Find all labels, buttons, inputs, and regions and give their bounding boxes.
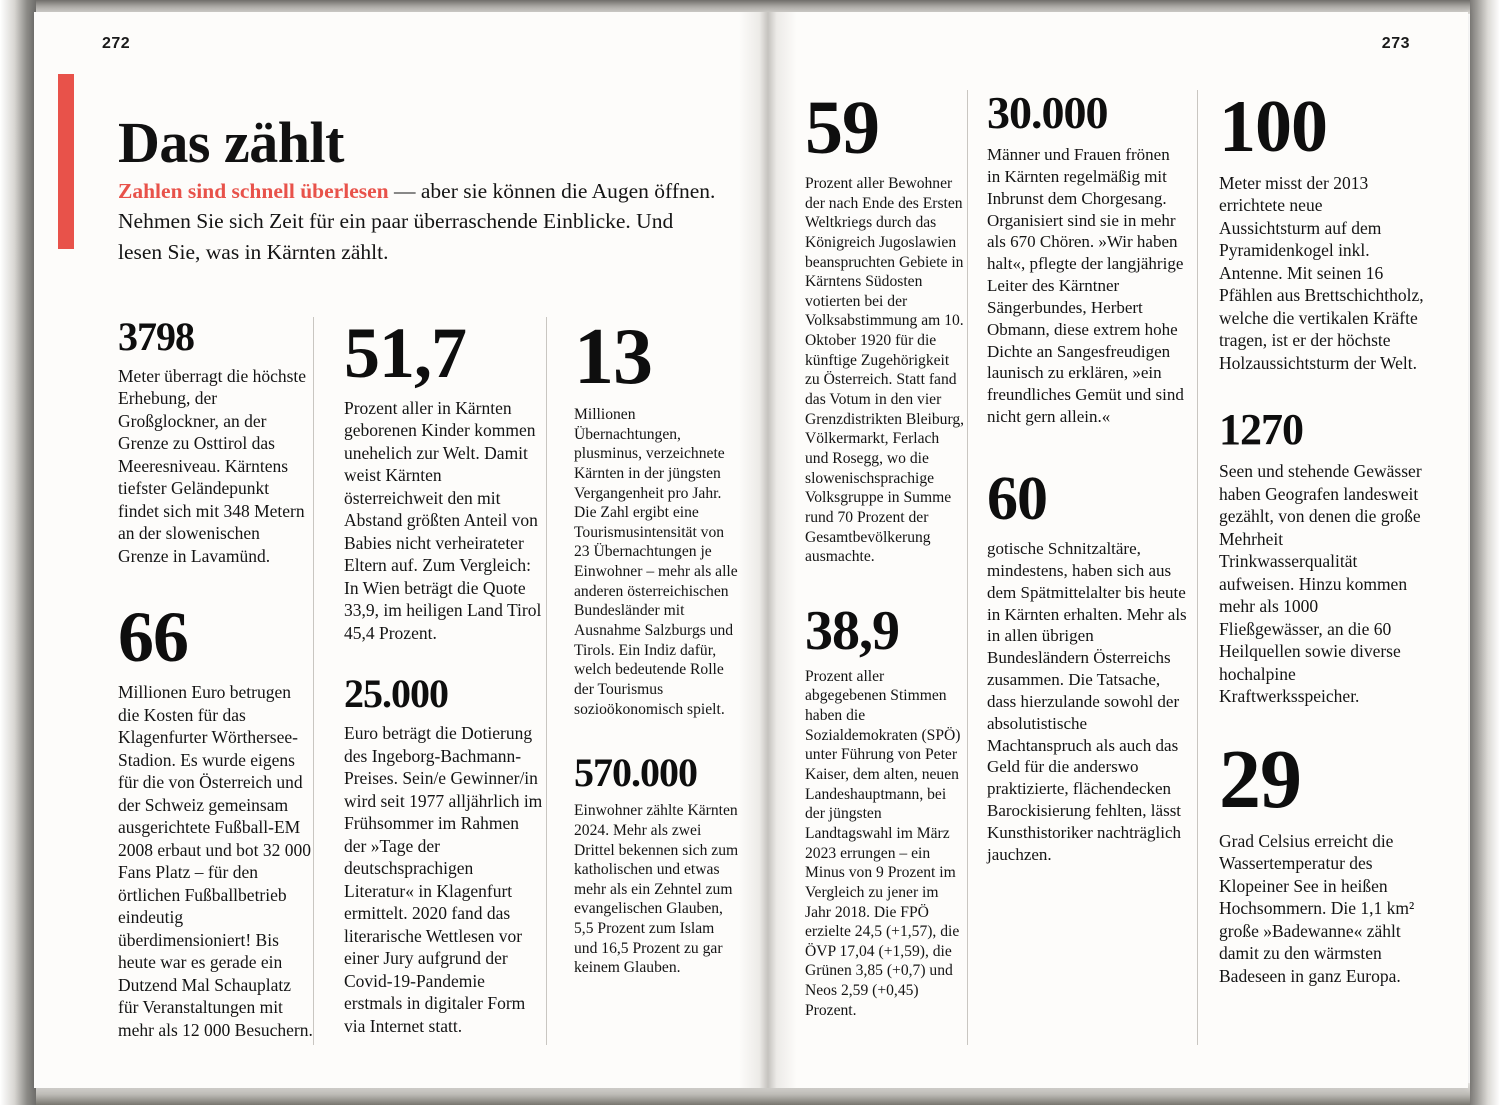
stat-number: 60 <box>987 464 1047 533</box>
stat-text: Einwohner zählte Kärnten 2024. Mehr als zwei Drittel bekennen sich zum katholischen und etwas mehr als ein Zehntel zum evangelischen Glauben, 5,5 Prozent zum Islam und 16,5 Prozent zu gar keinem Glauben. <box>574 802 739 977</box>
column-rule <box>546 317 547 1045</box>
stat-text: Meter misst der 2013 errichtete neue Aussichtsturm auf dem Pyramidenkogel inkl. Antenne. Mit seinen 16 Pfählen aus Brettschichtholz, welche die vertikalen Kräfte tragen, ist er der höchste Holzaussichtsturm der Welt. <box>1219 173 1424 373</box>
spread-surface <box>34 12 1468 1088</box>
stat-entry <box>574 313 739 719</box>
column-rule <box>967 90 968 1045</box>
column-1 <box>118 314 314 1055</box>
stat-number: 51,7 <box>344 313 466 393</box>
standfirst <box>118 176 718 268</box>
stat-entry <box>1219 86 1424 374</box>
stat-entry <box>344 671 544 1037</box>
stat-number: 59 <box>805 86 879 170</box>
stat-entry <box>118 597 314 1041</box>
stat-number: 30.000 <box>987 87 1108 138</box>
stat-text: gotische Schnitzaltäre, mindestens, haben sich aus dem Spätmittelalter bis heute in Kärnten erhalten. Mehr als in allen übrigen Bundesländern Österreichs zusammen. Die Tatsache, dass hierzulande sowohl der absolutistische Machtanspruch als auch das Geld für die anderswo praktizierte, flächendecken Barockisierung fehlten, lässt Kunsthistoriker nachträglich jauchzen. <box>987 538 1187 864</box>
stat-number: 66 <box>118 597 188 678</box>
standfirst-rest: — aber sie können die Augen öffnen. Nehmen Sie sich Zeit für ein paar überraschende Einblicke. Und lesen Sie, was in Kärnten zählt. <box>118 178 716 264</box>
book-right-edge <box>1470 0 1500 1105</box>
stat-text: Meter überragt die höchste Erhebung, der Großglockner, an der Grenze zu Osttirol das Meeresniveau. Kärntens tiefster Geländepunkt findet sich mit 348 Metern an der slowenischen Grenze in Lavamünd. <box>118 366 307 566</box>
stat-number: 570.000 <box>574 750 697 796</box>
stat-text: Millionen Übernachtungen, plusminus, verzeichnete Kärnten in der jüngsten Vergangenheit pro Jahr. Die Zahl ergibt eine Tourismusintensität von 23 Übernachtungen je Einwohner – mehr als alle anderen österreichischen Bundesländer mit Ausnahme Salzburgs und Tirols. Ein Indiz dafür, welch bedeutende Rolle der Tourismus sozioökonomisch spielt. <box>574 406 738 718</box>
stat-text: Euro beträgt die Dotierung des Ingeborg-Bachmann-Preises. Sein/e Gewinner/in wird seit 1977 alljährlich im Frühsommer im Rahmen der »Tage der deutschsprachigen Literatur« in Klagenfurt ermittelt. 2020 fand das literarische Wettlesen vor einer Jury aufgrund der Covid-19-Pandemie erstmals in digitaler Form via Internet statt. <box>344 723 543 1036</box>
stat-entry <box>805 599 965 1021</box>
column-2 <box>344 313 544 1051</box>
stat-entry <box>118 314 314 567</box>
page-right <box>769 12 1468 1088</box>
stat-entry <box>574 750 739 978</box>
stat-number: 25.000 <box>344 671 448 717</box>
stat-number: 38,9 <box>805 599 899 662</box>
column-3 <box>574 313 739 992</box>
stat-entry <box>987 464 1187 866</box>
stat-text: Männer und Frauen frönen in Kärnten regelmäßig mit Inbrunst dem Chorgesang. Organisiert sind sie in mehr als 670 Chören. »Wir haben halt«, pflegte der langjährige Leiter des Kärntner Sängerbundes, Herbert Obmann, diese extrem hohe Dichte an Sangesfreudigen launisch zu erklären, »ein freundliches Gemüt und sind nicht gern allein.« <box>987 145 1184 427</box>
stat-text: Seen und stehende Gewässer haben Geografen landesweit gezählt, von denen die große Mehrheit Trinkwasserqualität aufweisen. Hinzu kommen mehr als 1000 Fließgewässer, an die 60 Heilquellen sowie diverse hochalpine Kraftwerksspeicher. <box>1219 461 1422 707</box>
stat-text: Prozent aller Bewohner der nach Ende des Ersten Weltkriegs durch das Königreich Jugoslawien beanspruchten Gebiete in Kärntens Südosten votierten bei der Volksabstimmung am 10. Oktober 1920 für die künftige Zugehörigkeit zu Österreich. Statt fand das Votum in den vier Grenzdistrikten Bleiburg, Völkermarkt, Ferlach und Rosegg, wo die slowenischsprachige Volksgruppe in Summe rund 70 Prozent der Gesamtbevölkerung ausmachte. <box>805 175 965 566</box>
column-rule <box>1197 90 1198 1045</box>
stat-text: Prozent aller in Kärnten geborenen Kinder kommen unehelich zur Welt. Damit weist Kärnten österreichweit den mit Abstand größten Anteil von Babies nicht verheirateter Eltern auf. Zum Vergleich: In Wien beträgt die Quote 33,9, im heiligen Land Tirol 45,4 Prozent. <box>344 398 542 643</box>
stat-text: Millionen Euro betrugen die Kosten für das Klagenfurter Wörthersee-Stadion. Es wurde eigens für die von Österreich und der Schweiz gemeinsam ausgerichtete Fußball-EM 2008 erbaut und bot 32 000 Fans Platz – für den örtlichen Fußballbetrieb eindeutig überdimensioniert! Bis heute war es gerade ein Dutzend Mal Schauplatz für Veranstaltungen mit mehr als 12 000 Besuchern. <box>118 682 313 1040</box>
stat-entry <box>1219 732 1424 987</box>
stat-text: Prozent aller abgegebenen Stimmen haben die Sozialdemokraten (SPÖ) unter Führung von Peter Kaiser, dem alten, neuen Landeshauptmann, bei der jüngsten Landtagswahl im März 2023 errungen – ein Minus von 9 Prozent im Vergleich zu jener im Jahr 2018. Die FPÖ erzielte 24,5 (+1,57), die ÖVP 17,04 (+1,59), die Grünen 3,85 (+0,7) und Neos 2,59 (+0,45) Prozent. <box>805 667 961 1019</box>
stat-number: 13 <box>574 313 652 401</box>
page-title: Das zählt <box>118 109 344 175</box>
stat-number: 1270 <box>1219 405 1303 455</box>
book-left-edge <box>0 0 36 1105</box>
column-6 <box>1219 86 1424 1001</box>
stat-text: Grad Celsius erreicht die Wassertemperatur des Klopeiner See in heißen Hochsommern. Die 1,1 km² große »Badewanne« zählt damit zu den wärmsten Badeseen in ganz Europa. <box>1219 830 1415 986</box>
stat-entry <box>344 313 544 644</box>
stat-number: 29 <box>1219 732 1301 826</box>
standfirst-lead: Zahlen sind schnell überlesen <box>118 178 389 203</box>
accent-bar <box>58 74 74 249</box>
stat-entry <box>805 86 965 567</box>
stat-entry <box>987 87 1187 428</box>
column-4 <box>805 86 965 1034</box>
page-number-left: 272 <box>102 35 131 52</box>
page-left <box>34 12 769 1088</box>
stat-number: 3798 <box>118 314 194 359</box>
stat-entry <box>1219 405 1424 707</box>
stat-number: 100 <box>1219 86 1327 168</box>
column-5 <box>987 87 1187 880</box>
page-number-right: 273 <box>1381 35 1410 52</box>
